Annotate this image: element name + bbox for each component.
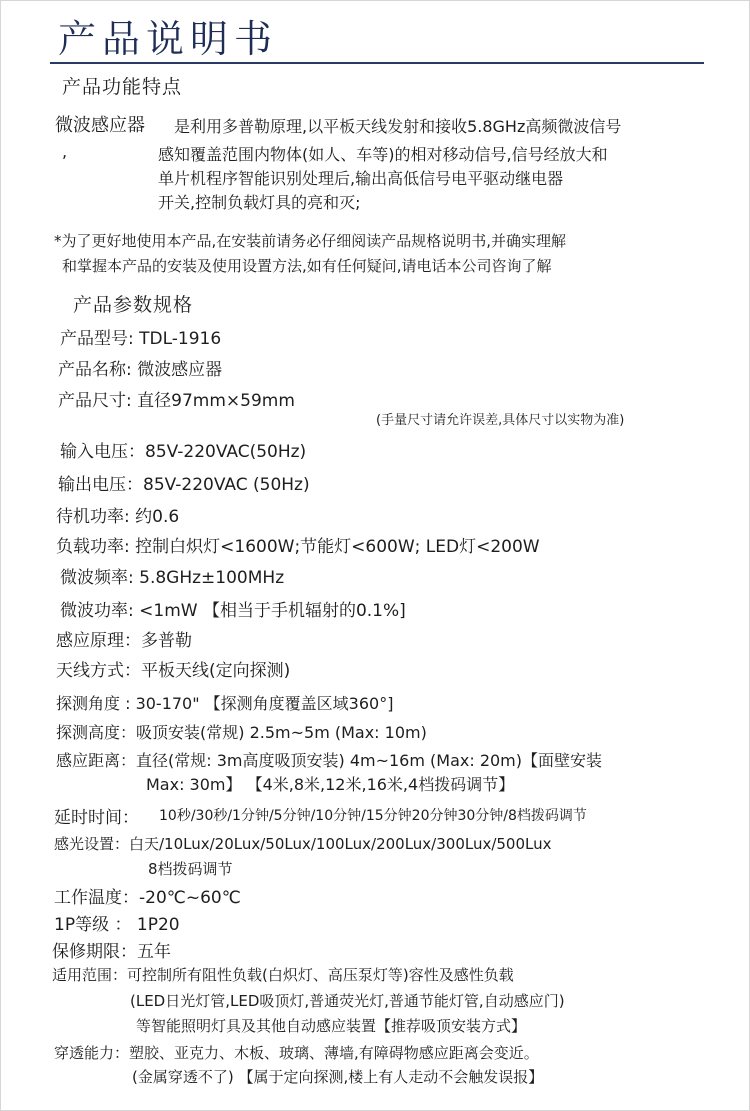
spec-delay-label: 延时时间： (54, 808, 139, 828)
feature-desc-line1: 是利用多普勒原理,以平板天线发射和接收5.8GHz高频微波信号 (174, 117, 622, 136)
spec-scope-line1: 适用范围：可控制所有阻性负载(白炽灯、高压泵灯等)容性及感性负载 (52, 966, 514, 984)
notice-line2: 和掌握本产品的安装及使用设置方法,如有任何疑问,请电话本公司咨询了解 (62, 257, 552, 275)
specs-heading: 产品参数规格 (73, 294, 194, 316)
spec-size-note: (手量尺寸请允许误差,具体尺寸以实物为准) (376, 413, 625, 428)
spec-penetration-line2: (金属穿透不了) 【属于定向探测,楼上有人走动不会触发误报】 (132, 1068, 544, 1086)
spec-detect-distance-line2: Max: 30m】 【4米,8米,12米,16米,4档拨码调节】 (146, 775, 515, 794)
spec-output-voltage: 输出电压：85V-220VAC (50Hz) (58, 475, 310, 495)
title-underline (50, 62, 704, 64)
spec-light-line2: 8档拨码调节 (148, 860, 233, 878)
spec-model: 产品型号: TDL-1916 (60, 329, 222, 349)
spec-temperature: 工作温度：-20℃~60℃ (54, 888, 241, 908)
spec-load-power: 负载功率: 控制白炽灯<1600W;节能灯<600W; LED灯<200W (56, 537, 540, 557)
spec-detect-angle: 探测角度 : 30-170" 【探测角度覆盖区域360°] (56, 694, 394, 713)
spec-microwave-power: 微波功率: <1mW 【相当于手机辐射的0.1%] (60, 601, 406, 621)
spec-ip-rating: 1P等级 ： 1P20 (54, 915, 180, 935)
notice-line1: *为了更好地使用本产品,在安装前请务必仔细阅读产品规格说明书,并确实理解 (54, 232, 567, 250)
spec-microwave-freq: 微波频率: 5.8GHz±100MHz (60, 568, 285, 588)
feature-desc-line3: 单片机程序智能识别处理后,输出高低信号电平驱动继电器 (158, 169, 564, 188)
feature-desc-line4: 开关,控制负载灯具的亮和灭; (158, 193, 361, 212)
spec-detect-distance-line1: 感应距离：直径(常规: 3m高度吸顶安装) 4m~16m (Max: 20m)【面壁安装 (56, 751, 603, 770)
spec-delay-value: 10秒/30秒/1分钟/5分钟/10分钟/15分钟20分钟30分钟/8档拨码调节 (159, 808, 587, 824)
spec-light-line1: 感光设置：白天/10Lux/20Lux/50Lux/100Lux/200Lux/300Lux/500Lux (54, 835, 552, 853)
spec-principle: 感应原理：多普勒 (56, 631, 192, 651)
spec-scope-line3: 等智能照明灯具及其他自动感应装置【推荐吸顶安装方式】 (136, 1017, 527, 1035)
spec-input-voltage: 输入电压：85V-220VAC(50Hz) (60, 442, 307, 462)
spec-size: 产品尺寸: 直径97mm×59mm (58, 391, 295, 411)
spec-name: 产品名称: 微波感应器 (58, 360, 223, 380)
page-title: 产品说明书 (58, 17, 279, 61)
feature-desc-line2: 感知覆盖范围内物体(如人、车等)的相对移动信号,信号经放大和 (158, 145, 608, 164)
feature-mark: , (62, 142, 68, 161)
spec-scope-line2: (LED日光灯管,LED吸顶灯,普通荧光灯,普通节能灯管,自动感应门) (130, 992, 565, 1010)
feature-term: 微波感应器 (55, 115, 145, 136)
spec-antenna: 天线方式：平板天线(定向探测) (56, 661, 291, 681)
spec-penetration-line1: 穿透能力：塑胶、亚克力、木板、玻璃、薄墙,有障碍物感应距离会变近。 (54, 1044, 539, 1062)
spec-standby-power: 待机功率: 约0.6 (56, 507, 180, 527)
spec-detect-height: 探测高度：吸顶安装(常规) 2.5m~5m (Max: 10m) (56, 723, 427, 742)
spec-warranty: 保修期限：五年 (52, 942, 171, 962)
features-heading: 产品功能特点 (62, 76, 183, 98)
